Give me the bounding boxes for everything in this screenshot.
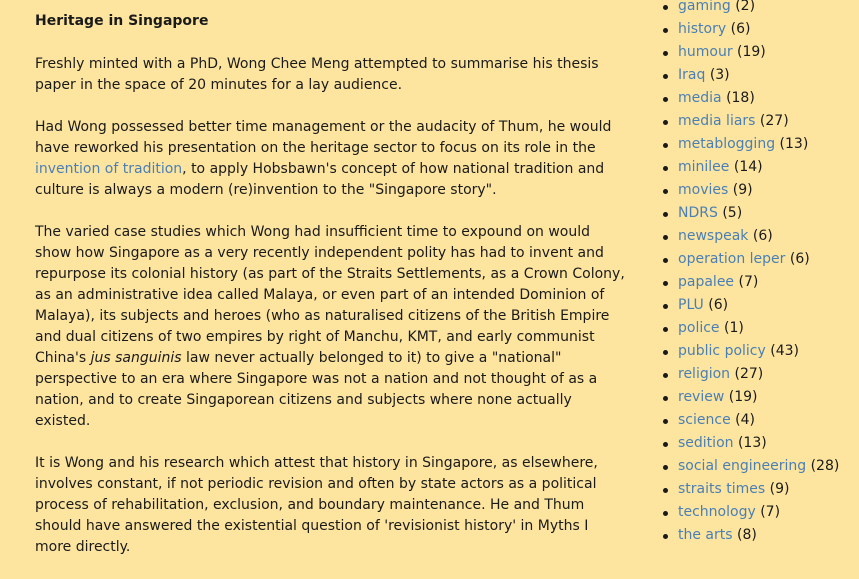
label-list-item — [662, 294, 859, 317]
label-count: (5) — [722, 205, 743, 221]
bullet-icon — [663, 51, 668, 56]
invention-of-tradition-link[interactable]: invention of tradition — [35, 161, 183, 177]
label-list-item — [662, 363, 859, 386]
bullet-icon — [663, 5, 668, 10]
label-list-item — [662, 18, 859, 41]
bullet-icon — [663, 235, 668, 240]
label-list-item — [662, 317, 859, 340]
label-link[interactable]: movies — [678, 182, 729, 198]
post-text: , to apply Hobsbawn's concept of how national tradition and culture is always a modern (re)invention to the "Singapore story". — [35, 161, 605, 198]
bullet-icon — [663, 74, 668, 79]
label-count: (2) — [735, 0, 756, 14]
label-link[interactable]: review — [678, 389, 725, 405]
bullet-icon — [663, 488, 668, 493]
label-link[interactable]: straits times — [678, 481, 766, 497]
label-link[interactable]: history — [678, 21, 727, 37]
post-title: Heritage in Singapore — [35, 13, 209, 29]
post-paragraph-2 — [35, 117, 625, 201]
label-list-item — [662, 409, 859, 432]
bullet-icon — [663, 258, 668, 263]
bullet-icon — [663, 120, 668, 125]
bullet-icon — [663, 281, 668, 286]
label-link[interactable]: media liars — [678, 113, 756, 129]
post-paragraph-1: Freshly minted with a PhD, Wong Chee Meng attempted to summarise his thesis paper in the space of 20 minutes for a lay audience. — [35, 56, 599, 93]
label-count: (6) — [752, 228, 773, 244]
label-link[interactable]: technology — [678, 504, 756, 520]
label-list-item — [662, 225, 859, 248]
label-link[interactable]: media — [678, 90, 722, 106]
label-link[interactable]: Iraq — [678, 67, 706, 83]
bullet-icon — [663, 511, 668, 516]
bullet-icon — [663, 304, 668, 309]
label-count: (13) — [737, 435, 767, 451]
label-list-item — [662, 455, 859, 478]
bullet-icon — [663, 166, 668, 171]
label-list-item — [662, 271, 859, 294]
label-link[interactable]: gaming — [678, 0, 731, 14]
label-link[interactable]: the arts — [678, 527, 733, 543]
bullet-icon — [663, 143, 668, 148]
label-link[interactable]: religion — [678, 366, 731, 382]
label-list-item — [662, 133, 859, 156]
label-count: (3) — [709, 67, 730, 83]
post-text: law never actually belonged to it) to give a "national" perspective to an era where Singapore was not a nation and not thought of as a nation, and to create Singaporean citizens and subjects where none actually existed. — [35, 350, 598, 429]
label-link[interactable]: metablogging — [678, 136, 776, 152]
post-text: Had Wong possessed better time management or the audacity of Thum, he would have reworked his presentation on the heritage sector to focus on its role in the — [35, 119, 612, 156]
bullet-icon — [663, 373, 668, 378]
label-link[interactable]: humour — [678, 44, 733, 60]
label-count: (27) — [759, 113, 789, 129]
label-list-item — [662, 524, 859, 547]
label-count: (9) — [732, 182, 753, 198]
label-count: (19) — [737, 44, 766, 60]
label-link[interactable]: newspeak — [678, 228, 749, 244]
label-link[interactable]: PLU — [678, 297, 704, 313]
label-count: (6) — [708, 297, 729, 313]
label-list-item — [662, 478, 859, 501]
label-list-item — [662, 64, 859, 87]
bullet-icon — [663, 465, 668, 470]
label-link[interactable]: operation leper — [678, 251, 786, 267]
label-count: (19) — [728, 389, 758, 405]
post-emphasis: jus sanguinis — [90, 350, 182, 366]
label-count: (27) — [734, 366, 764, 382]
label-count: (7) — [738, 274, 759, 290]
bullet-icon — [663, 189, 668, 194]
label-link[interactable]: papalee — [678, 274, 735, 290]
label-list-item — [662, 202, 859, 225]
blog-post — [35, 11, 625, 579]
label-link[interactable]: social engineering — [678, 458, 807, 474]
label-count: (8) — [737, 527, 757, 543]
bullet-icon — [663, 28, 668, 33]
label-list — [662, 0, 859, 547]
label-list-item — [662, 156, 859, 179]
label-count: (6) — [730, 21, 751, 37]
post-paragraph-3 — [35, 222, 625, 432]
label-count: (28) — [810, 458, 840, 474]
label-list-item — [662, 41, 859, 64]
label-list-item — [662, 501, 859, 524]
bullet-icon — [663, 396, 668, 401]
label-count: (18) — [726, 90, 755, 106]
bullet-icon — [663, 327, 668, 332]
label-list-item — [662, 386, 859, 409]
label-link[interactable]: police — [678, 320, 720, 336]
label-count: (6) — [789, 251, 810, 267]
label-count: (4) — [735, 412, 755, 428]
label-count: (43) — [770, 343, 799, 359]
post-text: The varied case studies which Wong had insufficient time to expound on would show how Singapore as a very recently independent polity has had to invent and repurpose its colonial history (as part of the Straits Settlements, as a Crown Colony, as an administrative idea called Malaya, or even part of an intended Dominion of Malaya), its subjects and heroes (who as naturalised citizens of the British Empire and dual citizens of two empires by right of Manchu, KMT, and early communist China's — [35, 224, 625, 366]
label-count: (1) — [724, 320, 744, 336]
bullet-icon — [663, 97, 668, 102]
label-link[interactable]: science — [678, 412, 731, 428]
label-list-item — [662, 110, 859, 133]
bullet-icon — [663, 419, 668, 424]
label-list-item — [662, 0, 859, 18]
label-list-item — [662, 340, 859, 363]
label-count: (13) — [779, 136, 809, 152]
label-count: (14) — [733, 159, 763, 175]
label-list-item — [662, 179, 859, 202]
label-list-item — [662, 87, 859, 110]
bullet-icon — [663, 350, 668, 355]
post-paragraph-4: It is Wong and his research which attest that history in Singapore, as elsewhere, involves constant, if not periodic revision and often by state actors as a political process of rehabilitation, exclusion, and boundary maintenance. He and Thum should have answered the existential question of 'revisionist history' in Myths I more directly. — [35, 455, 598, 555]
label-count: (7) — [760, 504, 781, 520]
label-count: (9) — [769, 481, 790, 497]
label-list-item — [662, 432, 859, 455]
bullet-icon — [663, 212, 668, 217]
label-link[interactable]: NDRS — [678, 205, 718, 221]
labels-sidebar — [662, 0, 859, 543]
bullet-icon — [663, 442, 668, 447]
label-link[interactable]: minilee — [678, 159, 730, 175]
label-link[interactable]: public policy — [678, 343, 766, 359]
bullet-icon — [663, 534, 668, 539]
label-link[interactable]: sedition — [678, 435, 734, 451]
label-list-item — [662, 248, 859, 271]
